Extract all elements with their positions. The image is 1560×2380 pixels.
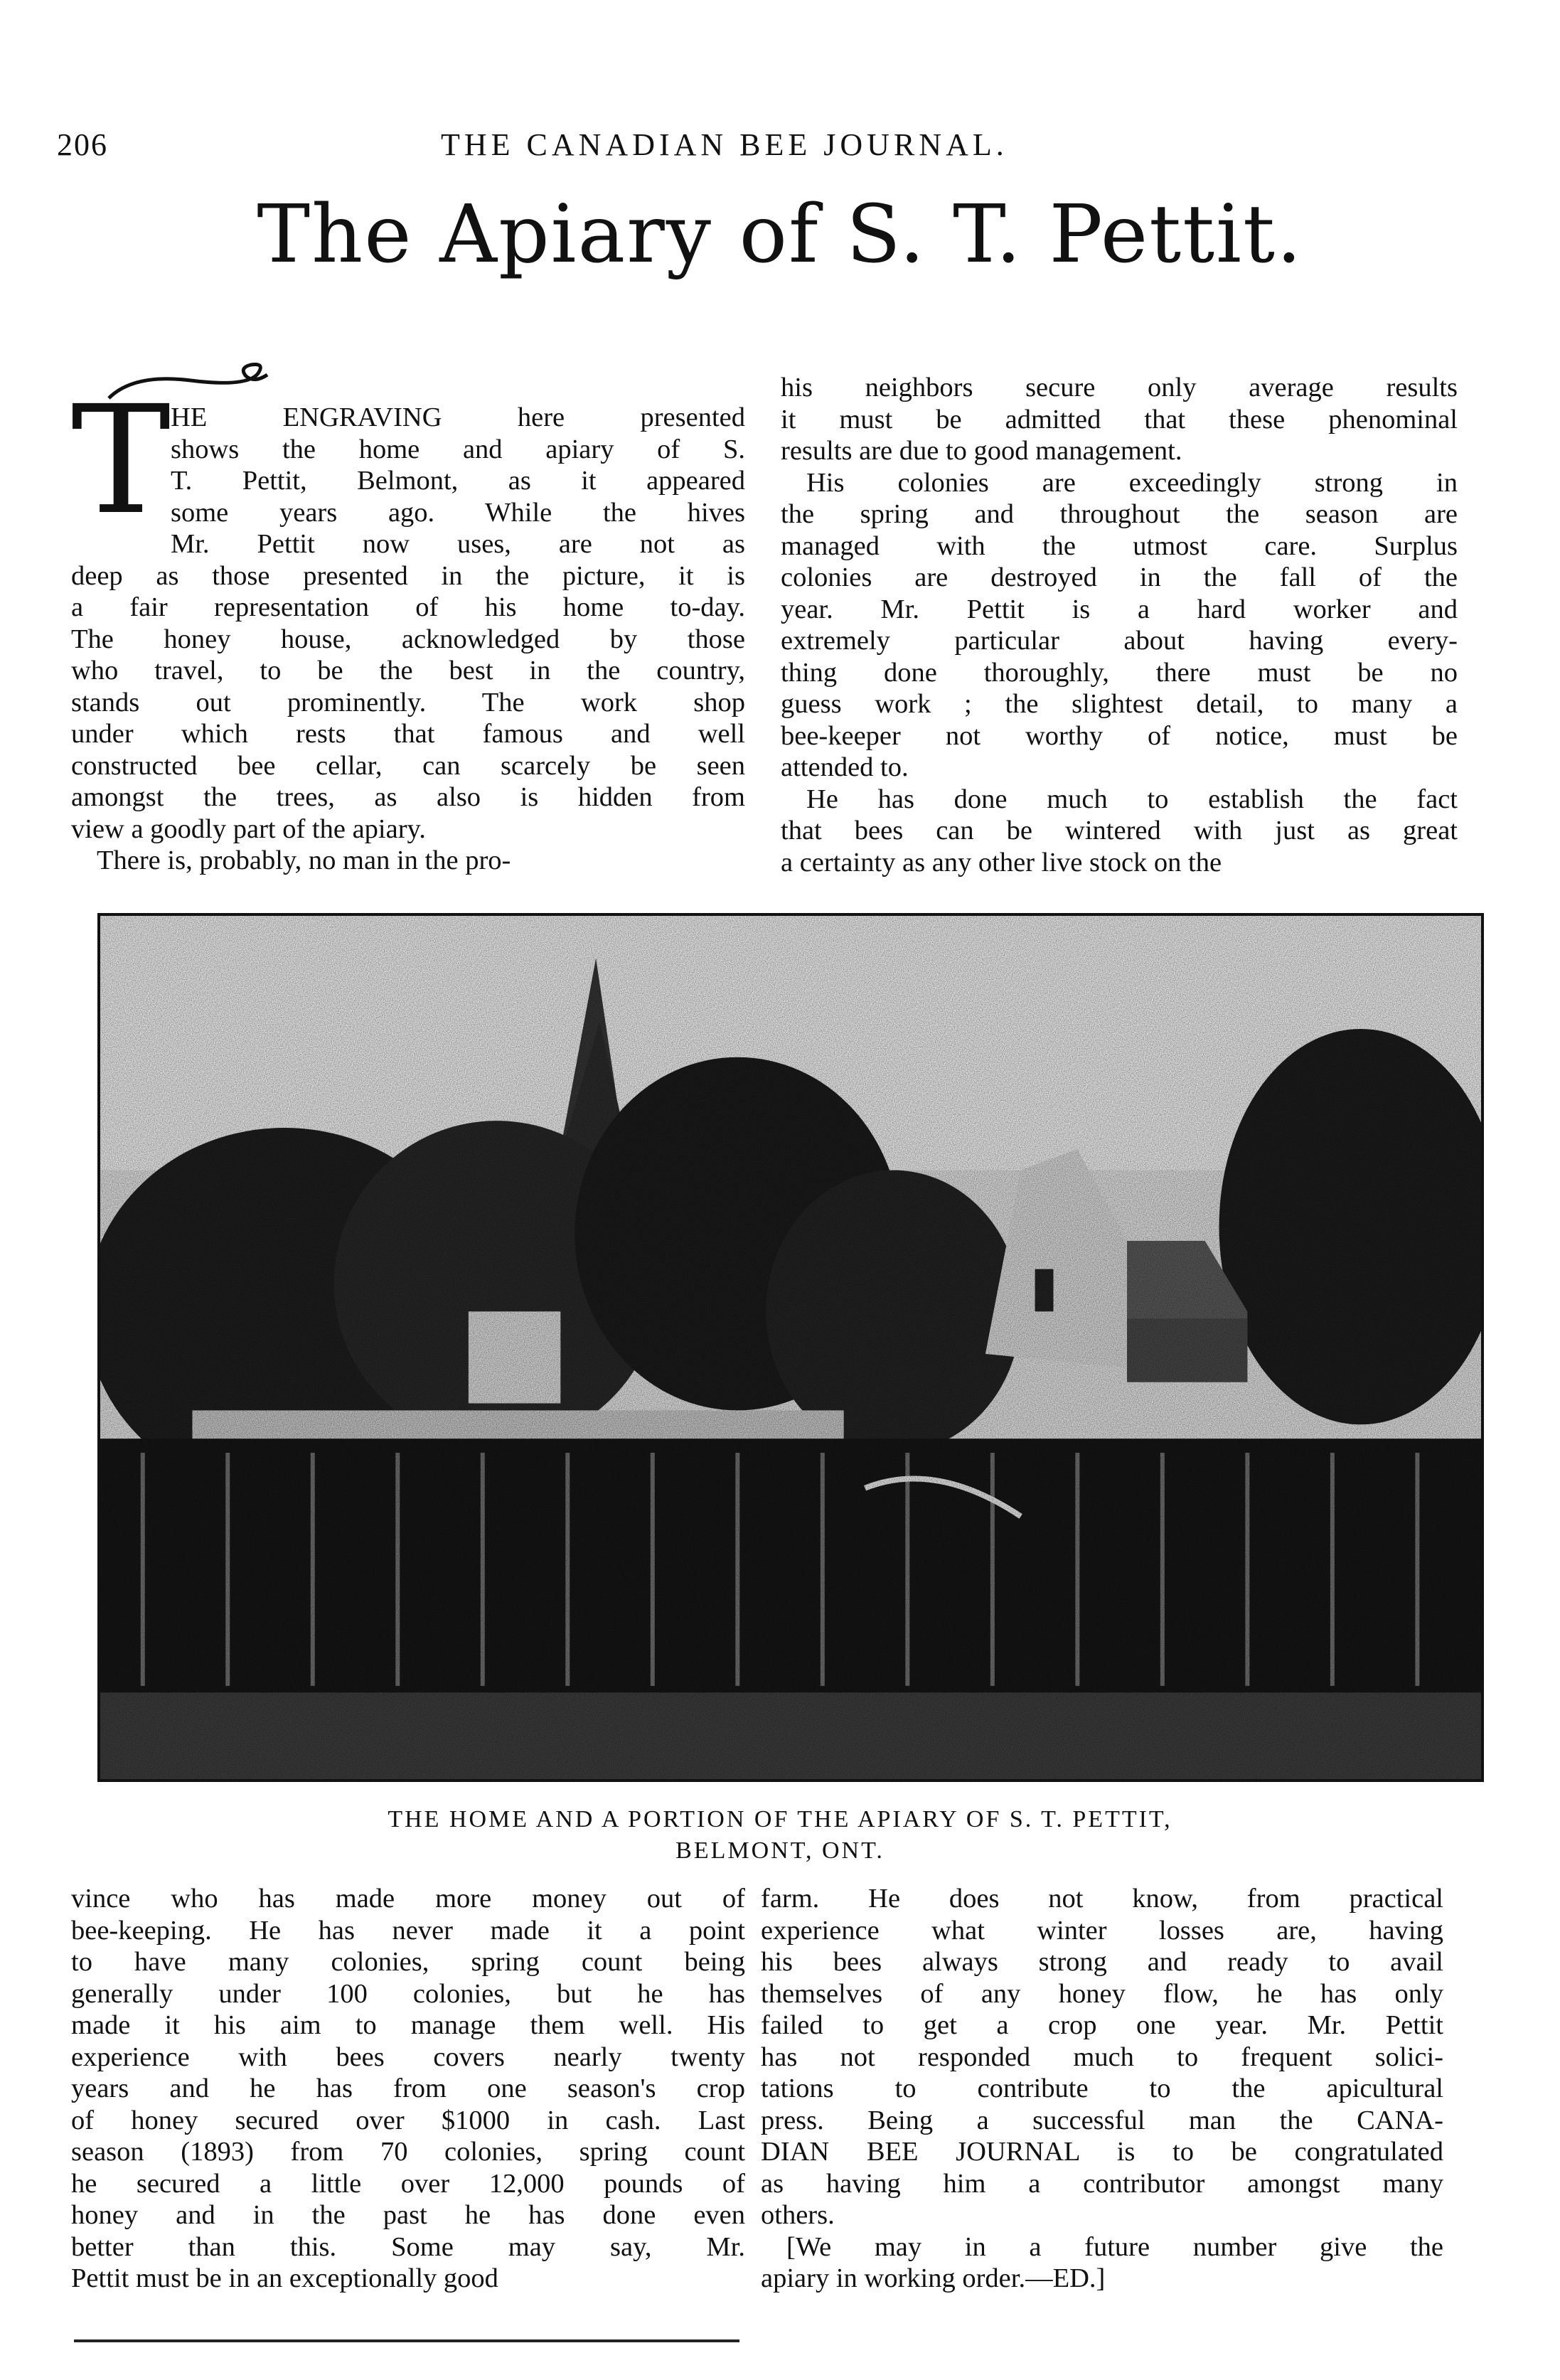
- text-line: amongst the trees, as also is hidden from: [71, 782, 745, 812]
- text-line: honey and in the past he has done even: [71, 2200, 745, 2230]
- text-line: deep as those presented in the picture, it is: [71, 560, 745, 591]
- text-line: Pettit must be in an exceptionally good: [71, 2263, 498, 2293]
- text-line: failed to get a crop one year. Mr. Pettit: [761, 2010, 1443, 2040]
- engraving-image: [100, 916, 1481, 1779]
- photo-caption: [0, 1804, 1560, 1867]
- text-line: others.: [761, 2200, 835, 2230]
- text-line: experience with bees covers nearly twenty: [71, 2042, 745, 2072]
- text-line: vince who has made more money out of: [71, 1884, 745, 1914]
- text-line: he secured a little over 12,000 pounds of: [71, 2168, 745, 2199]
- text-line: bee-keeping. He has never made it a point: [71, 1915, 745, 1946]
- text-line: some years ago. While the hives: [171, 497, 745, 528]
- text-line: guess work ; the slightest detail, to many a: [781, 689, 1458, 719]
- text-line: season (1893) from 70 colonies, spring count: [71, 2137, 745, 2167]
- text-line: His colonies are exceedingly strong in: [806, 467, 1458, 498]
- text-line: a certainty as any other live stock on the: [781, 847, 1222, 877]
- text-line: There is, probably, no man in the pro-: [97, 845, 511, 875]
- text-line: results are due to good management.: [781, 436, 1182, 466]
- page-number: 206: [57, 127, 108, 162]
- caption-line-2: BELMONT, ONT.: [675, 1837, 885, 1864]
- running-head: [57, 127, 1486, 169]
- article-title: The Apiary of S. T. Pettit.: [257, 188, 1303, 281]
- column-right-bottom: [761, 1883, 1443, 2295]
- text-line: thing done thoroughly, there must be no: [781, 657, 1458, 688]
- text-line: year. Mr. Pettit is a hard worker and: [781, 594, 1458, 624]
- bottom-rule: [74, 2339, 739, 2342]
- text-line: better than this. Some may say, Mr.: [71, 2231, 745, 2262]
- text-line: a fair representation of his home to-day.: [71, 592, 745, 622]
- journal-title: THE CANADIAN BEE JOURNAL.: [441, 127, 1008, 162]
- text-line: The honey house, acknowledged by those: [71, 624, 745, 654]
- column-left-bottom: [71, 1883, 745, 2295]
- text-line: bee-keeper not worthy of notice, must be: [781, 720, 1458, 751]
- text-line: HE ENGRAVING here presented: [171, 402, 745, 432]
- text-line: themselves of any honey flow, he has only: [761, 1978, 1443, 2009]
- caption-line-1: THE HOME AND A PORTION OF THE APIARY OF S. T. PETTIT,: [388, 1806, 1172, 1832]
- text-line: experience what winter losses are, having: [761, 1915, 1443, 1946]
- column-right-top: [781, 372, 1458, 878]
- text-line: farm. He does not know, from practical: [761, 1884, 1443, 1914]
- text-line: managed with the utmost care. Surplus: [781, 530, 1458, 561]
- text-line: under which rests that famous and well: [71, 719, 745, 749]
- text-line: of honey secured over $1000 in cash. Last: [71, 2105, 745, 2135]
- text-line: view a goodly part of the apiary.: [71, 813, 426, 844]
- text-line: the spring and throughout the season are: [781, 499, 1458, 529]
- text-line: [We may in a future number give the: [786, 2231, 1443, 2262]
- text-line: T. Pettit, Belmont, as it appeared: [171, 466, 745, 496]
- text-line: generally under 100 colonies, but he has: [71, 1978, 745, 2009]
- drop-cap: T: [71, 373, 171, 548]
- text-line: colonies are destroyed in the fall of the: [781, 562, 1458, 592]
- text-line: it must be admitted that these phenominal: [781, 404, 1458, 434]
- text-line: press. Being a successful man the CANA-: [761, 2105, 1443, 2135]
- text-line: made it his aim to manage them well. His: [71, 2010, 745, 2040]
- text-line: years and he has from one season's crop: [71, 2074, 745, 2103]
- text-line: to have many colonies, spring count being: [71, 1947, 745, 1977]
- text-line: stands out prominently. The work shop: [71, 687, 745, 717]
- apiary-photograph: [97, 913, 1484, 1782]
- text-line: who travel, to be the best in the country,: [71, 656, 745, 685]
- text-line: apiary in working order.—ED.]: [761, 2263, 1106, 2293]
- text-line: has not responded much to frequent solici-: [761, 2042, 1443, 2072]
- text-line: attended to.: [781, 752, 909, 782]
- text-line: that bees can be wintered with just as great: [781, 816, 1458, 845]
- text-line: his neighbors secure only average results: [781, 373, 1458, 402]
- text-line: his bees always strong and ready to avail: [761, 1947, 1443, 1977]
- text-line: DIAN BEE JOURNAL is to be congratulated: [761, 2137, 1443, 2167]
- text-line: Mr. Pettit now uses, are not as: [171, 529, 745, 559]
- text-line: extremely particular about having every-: [781, 626, 1458, 656]
- text-line: as having him a contributor amongst many: [761, 2168, 1443, 2199]
- column-left-top: [71, 402, 745, 877]
- text-line: shows the home and apiary of S.: [171, 434, 745, 464]
- text-line: He has done much to establish the fact: [806, 784, 1458, 814]
- text-line: constructed bee cellar, can scarcely be seen: [71, 750, 745, 781]
- text-line: tations to contribute to the apicultural: [761, 2074, 1443, 2103]
